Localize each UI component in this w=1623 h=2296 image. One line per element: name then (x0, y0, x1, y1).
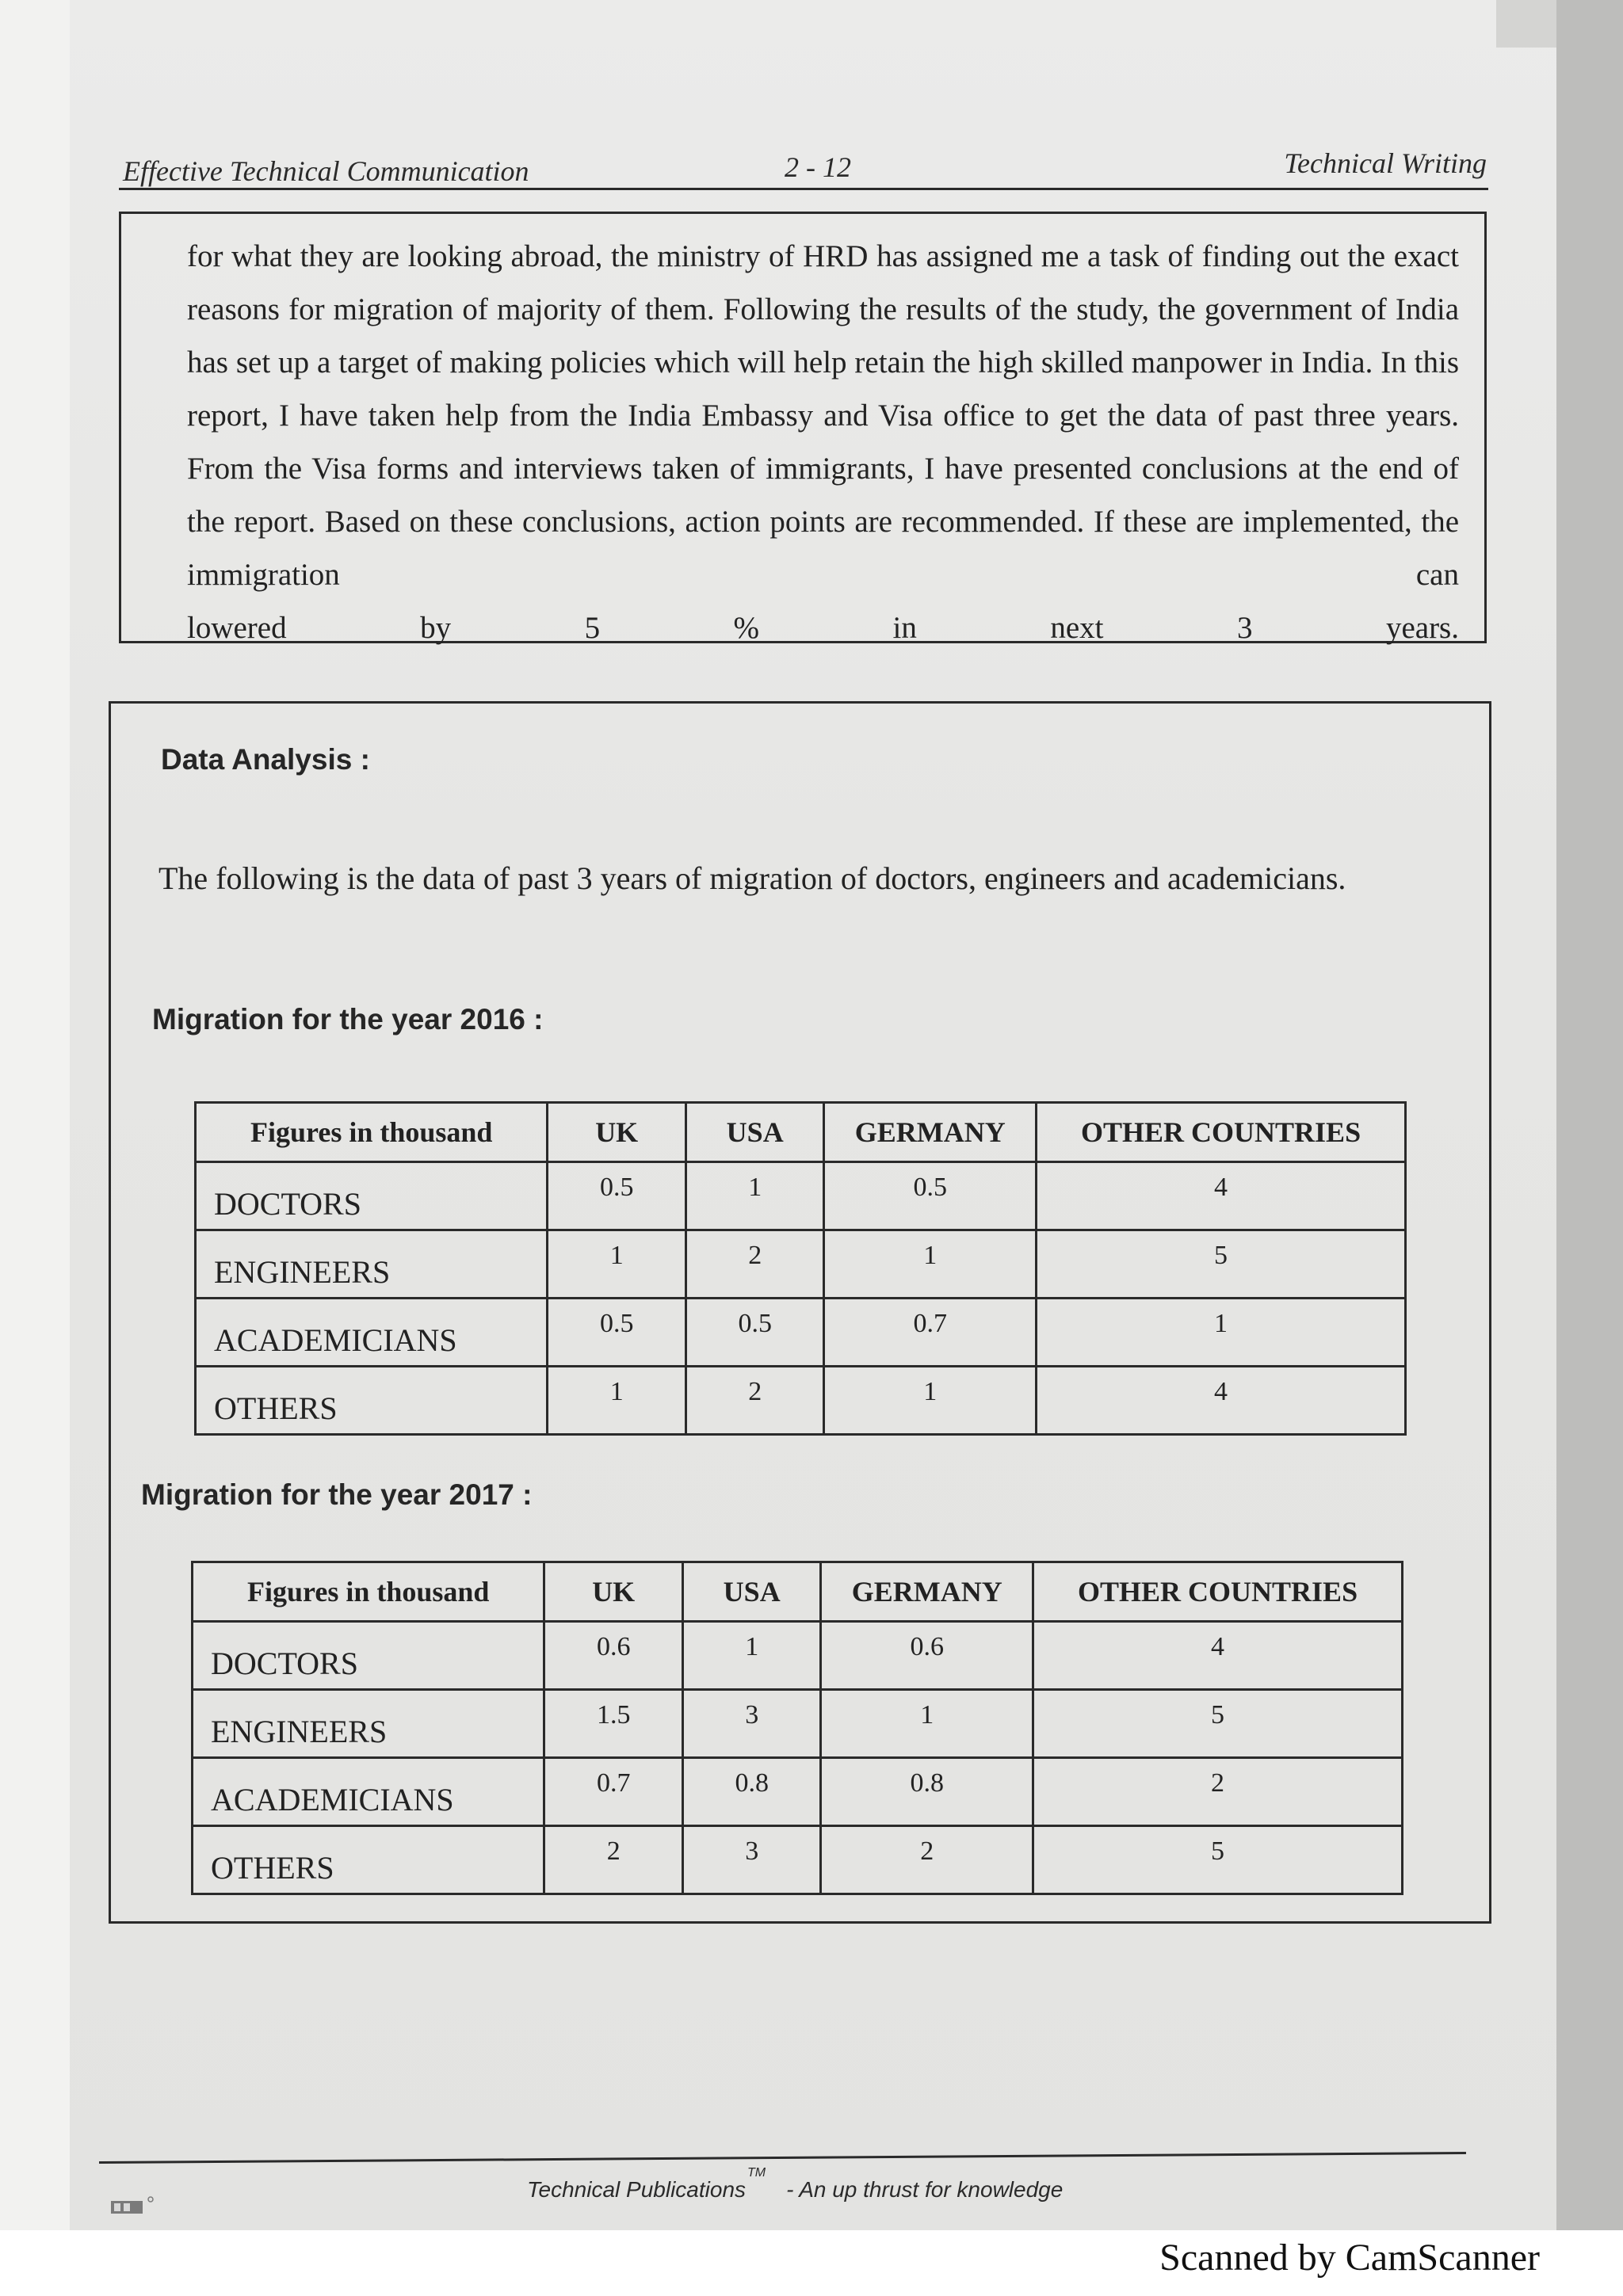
table-cell: 1 (821, 1690, 1033, 1758)
table-cell: 4 (1033, 1622, 1403, 1690)
table-cell: 0.8 (682, 1758, 821, 1826)
table-cell: 0.6 (544, 1622, 682, 1690)
table-cell: 2 (544, 1826, 682, 1894)
header-rule (119, 188, 1488, 190)
migration-table-2016 (194, 1101, 1407, 1436)
table-cell: 0.7 (824, 1299, 1037, 1367)
table-2017-title: Migration for the year 2017 : (141, 1478, 533, 1511)
column-header: Figures in thousand (196, 1103, 548, 1162)
column-header: GERMANY (821, 1562, 1033, 1622)
table-cell: 2 (821, 1826, 1033, 1894)
intro-paragraph-main: for what they are looking abroad, the ministry of HRD has assigned me a task of finding out the exact reasons for migration of majority of them. Following the results of the study, the government of India has set up a target of making policies which will help retain the high skilled manpower in India. In this report, I have taken help from the India Embassy and Visa office to get the data of past three years. From the Visa forms and interviews taken of immigrants, I have presented conclusions at the end of the report. Based on these conclusions, action points are recommended. If these are implemented, the immigration can (187, 239, 1459, 592)
table-row (193, 1826, 1403, 1894)
table-cell: 2 (1033, 1758, 1403, 1826)
column-header: UK (548, 1103, 685, 1162)
footer-tagline: - An up thrust for knowledge (786, 2177, 1064, 2202)
table-cell: 1 (824, 1230, 1037, 1299)
table-cell: 1 (1037, 1299, 1406, 1367)
table-cell: 0.5 (548, 1299, 685, 1367)
table-cell: 0.5 (824, 1162, 1037, 1230)
chapter-title: Technical Writing (1284, 147, 1487, 179)
table-cell: 1 (548, 1367, 685, 1435)
column-header: GERMANY (824, 1103, 1037, 1162)
migration-table-2017 (191, 1561, 1403, 1895)
table-cell: 4 (1037, 1367, 1406, 1435)
data-analysis-heading: Data Analysis : (161, 743, 370, 776)
table-cell: 1 (548, 1230, 685, 1299)
table-header-row (196, 1103, 1406, 1162)
row-label: ACADEMICIANS (196, 1299, 548, 1367)
table-cell: 1 (682, 1622, 821, 1690)
table-2016-title: Migration for the year 2016 : (152, 1003, 544, 1035)
intro-text-box (119, 212, 1487, 643)
table-cell: 5 (1037, 1230, 1406, 1299)
scanner-watermark: Scanned by CamScanner (1159, 2237, 1540, 2279)
table-cell: 2 (685, 1367, 824, 1435)
table-row (196, 1299, 1406, 1367)
table-cell: 1.5 (544, 1690, 682, 1758)
column-header: UK (544, 1562, 682, 1622)
column-header: OTHER COUNTRIES (1037, 1103, 1406, 1162)
row-label: OTHERS (196, 1367, 548, 1435)
table-cell: 1 (824, 1367, 1037, 1435)
row-label: ENGINEERS (193, 1690, 544, 1758)
row-label: DOCTORS (193, 1622, 544, 1690)
column-header: Figures in thousand (193, 1562, 544, 1622)
intro-paragraph-last-line: lowered by 5 % in next 3 years. (187, 611, 1459, 645)
column-header: USA (682, 1562, 821, 1622)
table-cell: 5 (1033, 1826, 1403, 1894)
table-cell: 3 (682, 1826, 821, 1894)
running-header (119, 147, 1487, 194)
page-footer (527, 2166, 1064, 2203)
table-cell: 2 (685, 1230, 824, 1299)
scan-margin-left (0, 0, 70, 2230)
footer-trademark: TM (747, 2166, 766, 2180)
book-title: Effective Technical Communication (123, 155, 529, 187)
table-row (193, 1690, 1403, 1758)
footer-publisher: Technical Publications (527, 2177, 747, 2202)
table-row (196, 1367, 1406, 1435)
row-label: ACADEMICIANS (193, 1758, 544, 1826)
table-cell: 4 (1037, 1162, 1406, 1230)
table-cell: 3 (682, 1690, 821, 1758)
table-cell: 0.5 (548, 1162, 685, 1230)
publisher-logo-icon (109, 2195, 157, 2218)
table-cell: 1 (685, 1162, 824, 1230)
table-row (193, 1622, 1403, 1690)
row-label: ENGINEERS (196, 1230, 548, 1299)
table-cell: 0.7 (544, 1758, 682, 1826)
scan-margin-right (1556, 0, 1623, 2230)
table-row (193, 1758, 1403, 1826)
row-label: DOCTORS (196, 1162, 548, 1230)
intro-paragraph (187, 230, 1459, 654)
column-header: USA (685, 1103, 824, 1162)
page-corner-shadow (1496, 0, 1556, 48)
table-row (196, 1162, 1406, 1230)
data-analysis-intro: The following is the data of past 3 years of migration of doctors, engineers and academicians. (158, 860, 1346, 896)
page-number: 2 - 12 (785, 151, 851, 183)
table-cell: 5 (1033, 1690, 1403, 1758)
column-header: OTHER COUNTRIES (1033, 1562, 1403, 1622)
table-cell: 0.5 (685, 1299, 824, 1367)
table-row (196, 1230, 1406, 1299)
table-header-row (193, 1562, 1403, 1622)
table-cell: 0.8 (821, 1758, 1033, 1826)
row-label: OTHERS (193, 1826, 544, 1894)
table-cell: 0.6 (821, 1622, 1033, 1690)
